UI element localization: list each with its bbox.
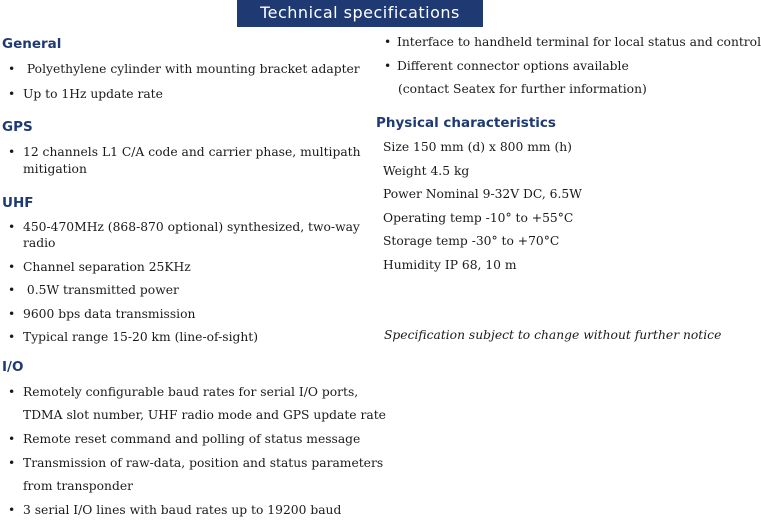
section-title-banner: Technical specifications <box>237 0 483 27</box>
bullet-icon: • <box>384 35 392 49</box>
spec-line-size: Size 150 mm (d) x 800 mm (h) <box>383 140 572 154</box>
bullet-icon: • <box>8 307 16 321</box>
bullet-icon: • <box>8 432 16 446</box>
bullet-icon: • <box>8 220 16 234</box>
specification-notice: Specification subject to change without further notice <box>384 328 722 342</box>
heading-general: General <box>2 36 62 52</box>
bullet-icon: • <box>8 456 16 470</box>
heading-io: I/O <box>2 359 24 375</box>
heading-gps: GPS <box>2 119 33 135</box>
heading-physical-characteristics: Physical characteristics <box>376 115 556 131</box>
bullet-icon: • <box>8 385 16 399</box>
spec-line-power: Power Nominal 9-32V DC, 6.5W <box>383 187 582 201</box>
spec-line-storage-temp: Storage temp -30° to +70°C <box>383 234 560 248</box>
bullet-icon: • <box>8 283 16 297</box>
bullet-icon: • <box>8 330 16 344</box>
bullet-icon: • <box>384 59 392 73</box>
bullet-icon: • <box>8 503 16 517</box>
spec-line-weight: Weight 4.5 kg <box>383 164 470 178</box>
heading-uhf: UHF <box>2 195 34 211</box>
spec-line-operating-temp: Operating temp -10° to +55°C <box>383 211 574 225</box>
contact-note: (contact Seatex for further information) <box>398 82 647 96</box>
bullet-icon: • <box>8 260 16 274</box>
spec-line-humidity: Humidity IP 68, 10 m <box>383 258 517 272</box>
bullet-icon: • <box>8 87 16 101</box>
bullet-icon: • <box>8 62 16 76</box>
bullet-icon: • <box>8 145 16 159</box>
